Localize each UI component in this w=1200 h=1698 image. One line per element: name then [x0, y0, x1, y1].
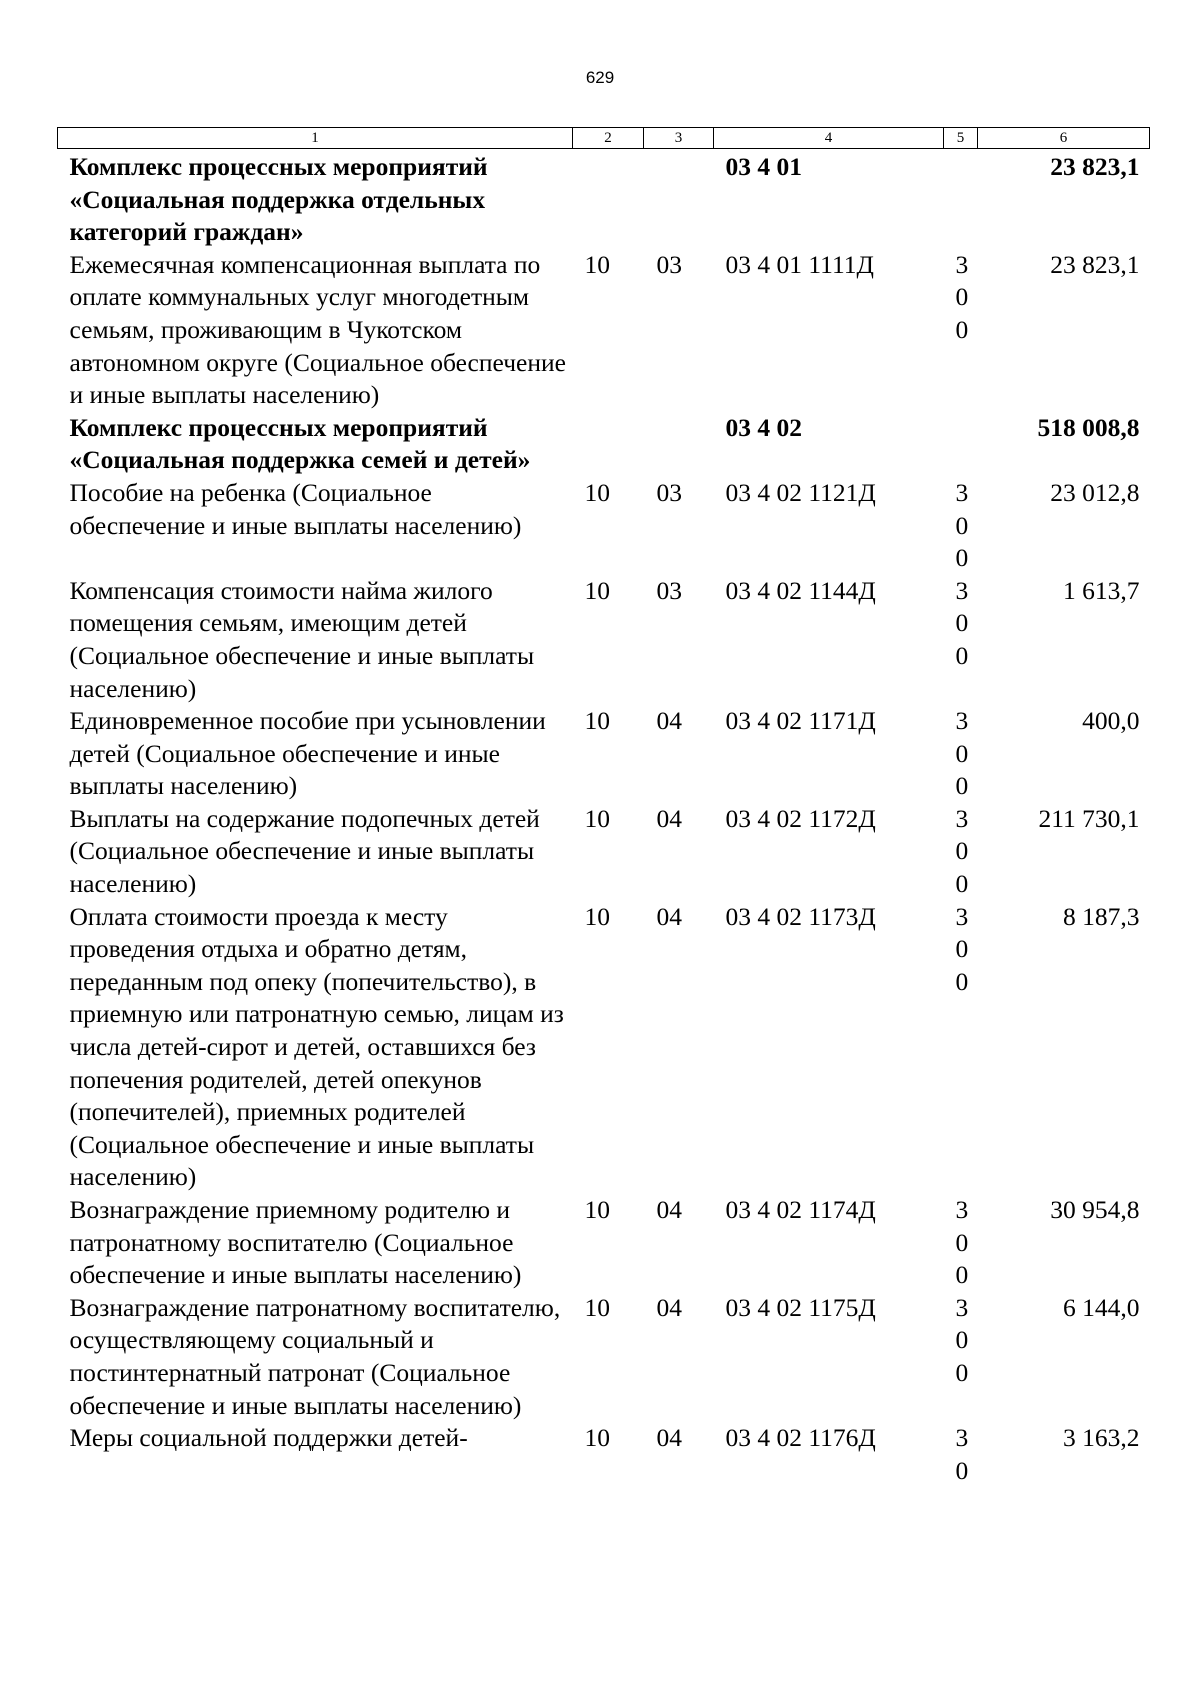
table-row [58, 901, 1150, 1194]
row-target-code: 03 4 02 1175Д [725, 1292, 876, 1322]
table-row [58, 1292, 1150, 1422]
row-amount: 400,0 [1082, 706, 1140, 736]
budget-table [57, 127, 1150, 1487]
row-name: Оплата стоимости проезда к месту проведения отдыха и обратно детям, переданным под опеку (попечительство), в приемную или патронатную семью, лицам из числа детей-сирот и детей, оставшихся без попечения родителей, детей опекунов (попечителей), приемных родителей (Социальное обеспечение и иные выплаты населению) [69, 901, 564, 1192]
row-section: 10 [584, 706, 610, 736]
table-row [58, 412, 1150, 477]
row-name: Меры социальной поддержки детей- [69, 1423, 468, 1453]
row-section: 10 [584, 477, 610, 507]
row-expense-type: 300 [955, 575, 969, 670]
row-expense-type: 300 [955, 477, 969, 573]
row-target-code: 03 4 02 1173Д [725, 901, 876, 931]
row-section: 10 [584, 575, 610, 605]
table-row [58, 575, 1150, 705]
row-expense-type: 300 [955, 803, 969, 899]
row-name: Пособие на ребенка (Социальное обеспечение и иные выплаты населению) [69, 477, 522, 540]
row-target-code: 03 4 02 1121Д [725, 477, 876, 507]
header-cell-2: 2 [573, 128, 644, 149]
header-cell-5: 5 [944, 128, 978, 149]
row-name: Выплаты на содержание подопечных детей (Социальное обеспечение и иные выплаты населению) [69, 803, 540, 899]
table-row [58, 149, 1150, 249]
table-row [58, 705, 1150, 803]
row-name: Комплекс процессных мероприятий «Социальная поддержка семей и детей» [69, 412, 531, 475]
row-subsection: 03 [656, 575, 682, 605]
header-row [58, 128, 1150, 149]
table-row [58, 1194, 1150, 1292]
header-cell-3: 3 [644, 128, 714, 149]
row-target-code: 03 4 02 1172Д [725, 803, 876, 833]
row-amount: 23 823,1 [1050, 249, 1140, 279]
row-name: Компенсация стоимости найма жилого помещения семьям, имеющим детей (Социальное обеспечение и иные выплаты населению) [69, 575, 535, 703]
row-expense-type [944, 149, 978, 249]
table-row [58, 477, 1150, 575]
row-section: 10 [584, 1423, 610, 1453]
header-cell-6: 6 [978, 128, 1150, 149]
row-name: Вознаграждение приемному родителю и патронатному воспитателю (Социальное обеспечение и иные выплаты населению) [69, 1195, 522, 1290]
row-section: 10 [584, 249, 610, 279]
row-expense-type: 300 [955, 901, 969, 996]
row-subsection: 04 [656, 1195, 682, 1224]
page-number: 629 [585, 68, 615, 87]
row-amount: 518 008,8 [1037, 412, 1140, 442]
header-cell-1: 1 [58, 128, 573, 149]
row-subsection: 04 [656, 803, 682, 833]
table-row [58, 803, 1150, 901]
row-section [573, 149, 644, 249]
row-subsection [644, 149, 714, 249]
row-target-code: 03 4 02 1171Д [725, 706, 876, 736]
row-amount: 23 823,1 [1050, 152, 1140, 181]
table-row [58, 1422, 1150, 1487]
row-amount: 3 163,2 [1063, 1423, 1140, 1453]
row-subsection: 04 [656, 706, 682, 736]
row-name: Единовременное пособие при усыновлении детей (Социальное обеспечение и иные выплаты населению) [69, 706, 546, 801]
header-cell-4: 4 [714, 128, 944, 149]
row-amount: 211 730,1 [1038, 803, 1140, 833]
row-subsection: 04 [656, 1423, 682, 1453]
row-subsection: 04 [656, 901, 682, 931]
row-target-code: 03 4 02 1144Д [725, 575, 876, 605]
row-expense-type: 30 [955, 1423, 969, 1485]
row-expense-type: 300 [955, 249, 969, 344]
row-amount: 1 613,7 [1063, 575, 1140, 605]
table-row [58, 249, 1150, 412]
row-amount: 23 012,8 [1050, 477, 1140, 507]
row-section: 10 [584, 1292, 610, 1322]
row-target-code: 03 4 01 [725, 152, 802, 181]
row-expense-type: 300 [955, 1292, 969, 1387]
row-expense-type: 300 [955, 706, 969, 801]
row-section: 10 [584, 803, 610, 833]
row-subsection: 03 [656, 477, 682, 507]
row-target-code: 03 4 02 1176Д [725, 1423, 876, 1453]
row-target-code: 03 4 02 1174Д [725, 1195, 876, 1224]
row-expense-type [944, 412, 978, 477]
row-subsection: 03 [656, 249, 682, 279]
row-amount: 6 144,0 [1063, 1292, 1140, 1322]
row-target-code: 03 4 01 1111Д [725, 249, 874, 279]
row-expense-type: 300 [955, 1195, 969, 1290]
row-name: Ежемесячная компенсационная выплата по оплате коммунальных услуг многодетным семьям, проживающим в Чукотском автономном округе (Социальное обеспечение и иные выплаты населению) [69, 249, 566, 410]
row-section [573, 412, 644, 477]
row-name: Комплекс процессных мероприятий «Социальная поддержка отдельных категорий граждан» [69, 152, 488, 247]
row-amount: 30 954,8 [1050, 1195, 1140, 1224]
row-subsection: 04 [656, 1292, 682, 1322]
row-amount: 8 187,3 [1063, 901, 1140, 931]
row-subsection [644, 412, 714, 477]
row-name: Вознаграждение патронатному воспитателю, осуществляющему социальный и постинтернатный патронат (Социальное обеспечение и иные выплаты населению) [69, 1292, 561, 1420]
row-target-code: 03 4 02 [725, 412, 802, 442]
row-section: 10 [584, 1195, 610, 1224]
row-section: 10 [584, 901, 610, 931]
